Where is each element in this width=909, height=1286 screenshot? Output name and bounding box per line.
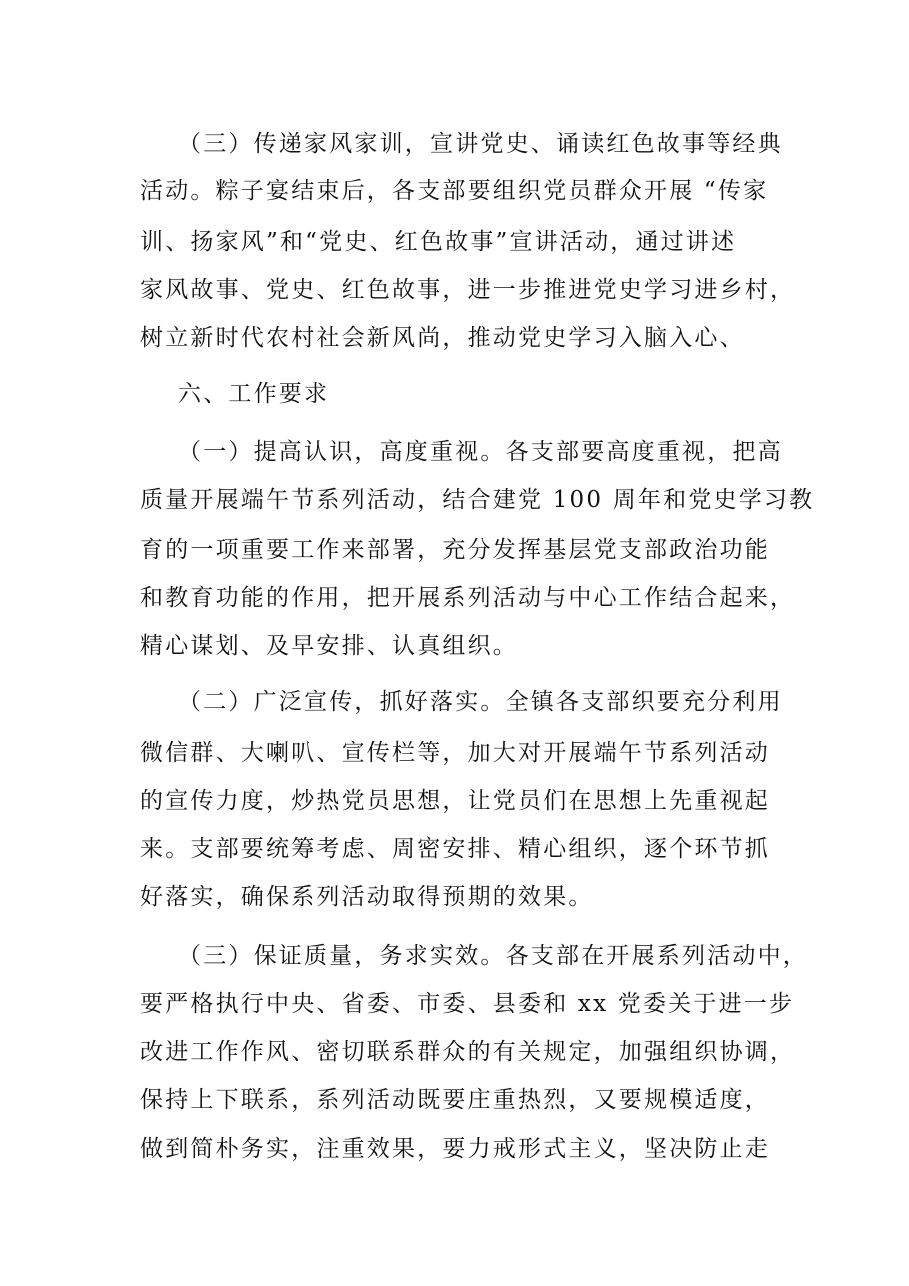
text-line: 要严格执行中央、省委、市委、县委和 xx 党委关于进一步 xyxy=(140,991,795,1017)
text-line: 质量开展端午节系列活动，结合建党 100 周年和党史学习教 xyxy=(140,487,815,513)
text-line: 活动。粽子宴结束后，各支部要组织党员群众开展 “传家 xyxy=(140,178,769,204)
section-heading: 六、工作要求 xyxy=(178,381,330,407)
text-line: 来。支部要统筹考虑、周密安排、精心组织，逐个环节抓 xyxy=(140,836,770,862)
text-line: 育的一项重要工作来部署，充分发挥基层党支部政治功能 xyxy=(140,537,770,563)
text-line: 的宣传力度，炒热党员思想，让党员们在思想上先重视起 xyxy=(140,788,770,814)
text-line: 保持上下联系，系列活动既要庄重热烈，又要规模适度， xyxy=(140,1087,770,1113)
text-line: 树立新时代农村社会新风尚，推动党史学习入脑入心、 xyxy=(140,325,745,351)
text-line: 做到简朴务实，注重效果，要力戒形式主义，坚决防止走 xyxy=(140,1136,770,1162)
text-line: （三）传递家风家训，宣讲党史、诵读红色故事等经典 xyxy=(178,131,783,157)
text-line: （二）广泛宣传，抓好落实。全镇各支部织要充分利用 xyxy=(178,689,783,715)
text-line: （三）保证质量，务求实效。各支部在开展系列活动中， xyxy=(178,943,808,969)
text-line: （一）提高认识，高度重视。各支部要高度重视，把高 xyxy=(178,439,783,465)
text-line: 改进工作作风、密切联系群众的有关规定，加强组织协调， xyxy=(140,1039,796,1065)
text-line: 精心谋划、及早安排、认真组织。 xyxy=(140,633,518,659)
text-line: 训、扬家风”和“党史、红色故事”宣讲活动，通过讲述 xyxy=(140,229,737,255)
text-line: 和教育功能的作用，把开展系列活动与中心工作结合起来， xyxy=(140,585,796,611)
text-line: 好落实，确保系列活动取得预期的效果。 xyxy=(140,884,594,910)
text-line: 微信群、大喇叭、宣传栏等，加大对开展端午节系列活动 xyxy=(140,740,770,766)
text-line: 家风故事、党史、红色故事，进一步推进党史学习进乡村， xyxy=(140,277,796,303)
